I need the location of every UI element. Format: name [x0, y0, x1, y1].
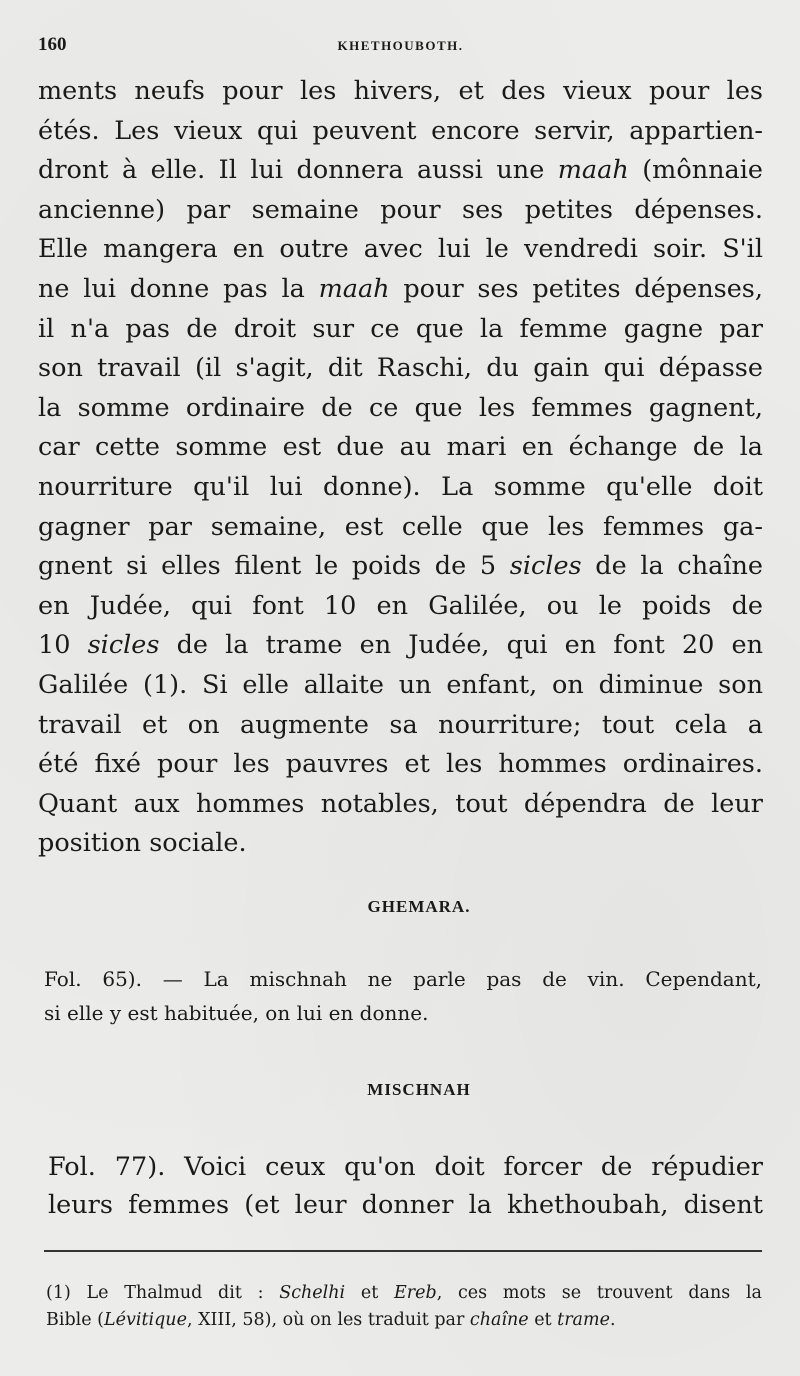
footnote-separator: [44, 1250, 762, 1252]
text-line: 10 sicles de la trame en Judée, qui en font 20 en: [38, 630, 763, 661]
text-line: en Judée, qui font 10 en Galilée, ou le poids de: [38, 590, 763, 621]
main-paragraph: [38, 72, 763, 864]
text-line: Quant aux hommes notables, tout dépendra de leur: [38, 788, 763, 819]
text-line: son travail (il s'agit, dit Raschi, du gain qui dépasse: [38, 353, 763, 384]
footnote-line: Bible (Lévitique, XIII, 58), où on les traduit par chaîne et trame.: [46, 1310, 616, 1330]
running-title: KHETHOUBOTH.: [337, 38, 464, 53]
ghemara-paragraph: [44, 962, 762, 1030]
text-line: gnent si elles filent le poids de 5 sicles de la chaîne: [38, 551, 763, 582]
footnote-line: (1) Le Thalmud dit : Schelhi et Ereb, ces mots se trouvent dans la: [46, 1283, 762, 1303]
text-line: nourriture qu'il lui donne). La somme qu'elle doit: [38, 471, 763, 502]
text-line: si elle y est habituée, on lui en donne.: [44, 1001, 429, 1025]
text-line: ments neufs pour les hivers, et des vieux pour les: [38, 76, 763, 106]
text-line: Elle mangera en outre avec lui le vendredi soir. S'il: [38, 234, 763, 265]
text-line: étés. Les vieux qui peuvent encore servir, appartien-: [38, 115, 763, 146]
text-line: Galilée (1). Si elle allaite un enfant, on diminue son: [38, 669, 763, 700]
text-line: ancienne) par semaine pour ses petites dépenses.: [38, 194, 763, 225]
text-line: car cette somme est due au mari en échange de la: [38, 432, 763, 463]
mischnah-paragraph: [48, 1148, 763, 1224]
text-line: ne lui donne pas la maah pour ses petites dépenses,: [38, 273, 763, 304]
text-line: Fol. 65). — La mischnah ne parle pas de vin. Cependant,: [44, 967, 762, 991]
text-line: Fol. 77). Voici ceux qu'on doit forcer de répudier: [48, 1152, 763, 1182]
text-line: été fixé pour les pauvres et les hommes ordinaires.: [38, 749, 763, 780]
running-header: [38, 34, 763, 60]
text-line: leurs femmes (et leur donner la khethoubah, disent: [48, 1190, 763, 1220]
ghemara-heading: GHEMARA.: [367, 897, 471, 916]
footnote: [46, 1280, 762, 1334]
text-line: position sociale.: [38, 828, 247, 859]
text-line: il n'a pas de droit sur ce que la femme gagne par: [38, 313, 763, 344]
mischnah-heading: MISCHNAH: [367, 1080, 471, 1099]
text-line: travail et on augmente sa nourriture; tout cela a: [38, 709, 763, 740]
page-number: 160: [38, 34, 67, 55]
text-line: gagner par semaine, est celle que les femmes ga-: [38, 511, 763, 542]
text-line: la somme ordinaire de ce que les femmes gagnent,: [38, 392, 763, 423]
text-line: dront à elle. Il lui donnera aussi une maah (mônnaie: [38, 155, 763, 186]
